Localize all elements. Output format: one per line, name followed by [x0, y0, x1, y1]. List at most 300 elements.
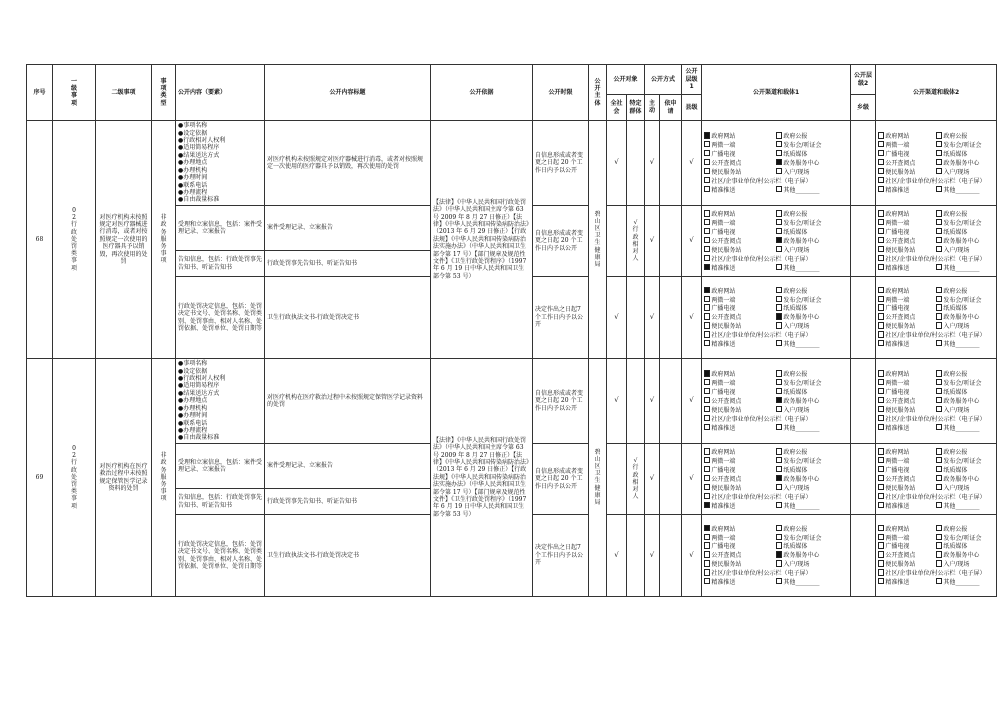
channel-option: 两微一端 [878, 219, 936, 227]
cell-channel2 [876, 359, 997, 444]
channel-option: 精准推送 [704, 502, 776, 510]
row-basis: 【法律】《中华人民共和国行政处罚法》（中华人民共和国主席令第 63 号 2009 年 8 月 27 日修正）【法律】《中华人民共和国传染病防治法》（2013 年 6 月 29 日修正）【行政法规】《中华人民共和国传染病防治法实施办法》（中华人民共和国卫生部令第 17 号）【部门规章及规范性文件】《卫生行政处罚程序》（1997 年 6 月 19 日中华人民共和国卫生部令第 53 号） [431, 121, 533, 359]
checkbox-icon [776, 219, 782, 225]
checkbox-icon [878, 150, 884, 156]
checkbox-icon [776, 287, 782, 293]
other-blank: ________ [955, 578, 980, 586]
cell-channel2 [876, 121, 997, 206]
checkbox-icon [776, 551, 782, 557]
content-item: ●事项名称 [178, 360, 208, 368]
checkbox-icon [878, 322, 884, 328]
cell-township [851, 121, 876, 206]
checkbox-icon [704, 313, 710, 319]
row-content: 告知信息，包括：行政处罚事先告知书、听证告知书 [176, 251, 265, 277]
channel-option: 社区/企事业单位/村公示栏（电子屏） [704, 569, 848, 577]
cell-county: √ [682, 206, 702, 277]
channel-option: 发布会/听证会 [776, 296, 848, 304]
cell-county: √ [682, 515, 702, 597]
channel-option: 政府网站 [704, 525, 776, 533]
channel-option: 入户/现场 [776, 406, 848, 414]
channel-option: 政府公报 [936, 287, 994, 295]
channel-option: 精准推送 [878, 578, 936, 586]
channel-option: 精准推送 [704, 424, 776, 432]
content-item: ●行政相对人权利 [178, 375, 226, 383]
checkbox-icon [878, 551, 884, 557]
channel-option: 其他________ [936, 424, 994, 432]
checkbox-icon [776, 322, 782, 328]
checkbox-icon [936, 424, 942, 430]
channel-option: 便民服务站 [878, 484, 936, 492]
checkbox-icon [878, 304, 884, 310]
channel-option: 政务服务中心 [936, 159, 994, 167]
cell-target-specific [627, 359, 645, 444]
cell-channel1 [702, 359, 851, 444]
checkbox-icon [878, 132, 884, 138]
cell-method-apply [660, 359, 682, 444]
row-l1: 02行政处罚类事项 [53, 121, 96, 359]
channel-option: 政府网站 [878, 210, 936, 218]
channel-option: 其他________ [936, 502, 994, 510]
channel-option: 入户/现场 [776, 484, 848, 492]
channel-option: 公开查阅点 [878, 397, 936, 405]
checkbox-icon [936, 132, 942, 138]
cell-target-specific: √行政相对人 [627, 444, 645, 515]
checkbox-icon [776, 141, 782, 147]
checkbox-icon [704, 397, 710, 403]
channel-option: 政府公报 [776, 287, 848, 295]
checkbox-icon [776, 304, 782, 310]
channel-option: 精准推送 [704, 340, 776, 348]
channel-option: 政府网站 [878, 370, 936, 378]
channel-option: 便民服务站 [704, 406, 776, 414]
cell-method-apply [660, 206, 682, 277]
row-content: 受理和立案信息，包括：案件受理记录、立案报告 [176, 206, 265, 251]
cell-method-apply [660, 121, 682, 206]
checkbox-icon [936, 457, 942, 463]
checkbox-icon [776, 578, 782, 584]
row-content-title: 卫生行政执法文书-行政处罚决定书 [265, 277, 431, 359]
channel-list [878, 448, 994, 510]
content-item: ●办理时间 [178, 412, 208, 420]
channel-option: 便民服务站 [878, 246, 936, 254]
channel-option: 便民服务站 [704, 484, 776, 492]
channel-option: 社区/企事业单位/村公示栏（电子屏） [878, 255, 994, 263]
checkbox-icon [776, 502, 782, 508]
checkbox-icon [776, 457, 782, 463]
checkbox-icon [704, 569, 710, 575]
checkbox-icon [776, 296, 782, 302]
channel-option: 政府网站 [878, 287, 936, 295]
header-target-specific: 特定群体 [627, 95, 645, 121]
channel-option: 精准推送 [878, 186, 936, 194]
channel-option: 广播电视 [704, 542, 776, 550]
cell-channel2 [876, 444, 997, 515]
channel-list [878, 132, 994, 194]
row-time: 决定作出之日起7个工作日内予以公开 [533, 277, 589, 359]
channel-option: 广播电视 [704, 466, 776, 474]
checkbox-icon [878, 287, 884, 293]
checkbox-icon [704, 331, 710, 337]
header-channel1: 公开渠道和载体1 [702, 65, 851, 121]
channel-option: 两微一端 [704, 141, 776, 149]
cell-method-apply [660, 515, 682, 597]
cell-channel2 [876, 515, 997, 597]
cell-county: √ [682, 277, 702, 359]
cell-township [851, 206, 876, 277]
checkbox-icon [704, 388, 710, 394]
channel-option: 社区/企事业单位/村公示栏（电子屏） [704, 331, 848, 339]
content-item: ●事项名称 [178, 122, 208, 130]
checkbox-icon [878, 424, 884, 430]
checkbox-icon [704, 141, 710, 147]
channel-option: 入户/现场 [936, 484, 994, 492]
channel-option: 其他________ [776, 424, 848, 432]
other-blank: ________ [795, 264, 820, 272]
row-content: 告知信息，包括：行政处罚事先告知书、听证告知书 [176, 489, 265, 515]
checkbox-icon [704, 415, 710, 421]
checkbox-icon [704, 493, 710, 499]
channel-option: 精准推送 [704, 264, 776, 272]
channel-option: 便民服务站 [704, 560, 776, 568]
row-content [176, 359, 265, 444]
other-blank: ________ [795, 502, 820, 510]
cell-township [851, 277, 876, 359]
channel-option: 政府网站 [704, 370, 776, 378]
checkbox-icon [878, 141, 884, 147]
channel-option: 政务服务中心 [936, 397, 994, 405]
channel-option: 其他________ [776, 502, 848, 510]
checkbox-icon [776, 313, 782, 319]
content-item: ●设定依据 [178, 367, 208, 375]
channel-list [704, 525, 848, 587]
channel-option: 政府公报 [776, 525, 848, 533]
header-type: 事项类型 [152, 65, 176, 121]
channel-option: 便民服务站 [704, 168, 776, 176]
channel-list [878, 525, 994, 587]
channel-option: 发布会/听证会 [936, 296, 994, 304]
channel-option: 便民服务站 [878, 560, 936, 568]
channel-option: 便民服务站 [704, 322, 776, 330]
cell-channel1 [702, 121, 851, 206]
channel-option: 政务服务中心 [776, 551, 848, 559]
channel-list [704, 132, 848, 194]
channel-option: 入户/现场 [936, 560, 994, 568]
cell-target-specific [627, 121, 645, 206]
channel-option: 入户/现场 [936, 322, 994, 330]
channel-option: 纸质媒体 [776, 150, 848, 158]
checkbox-icon [704, 340, 710, 346]
channel-list [704, 370, 848, 432]
checkbox-icon [776, 466, 782, 472]
channel-option: 发布会/听证会 [936, 219, 994, 227]
cell-target-specific [627, 277, 645, 359]
channel-option: 公开查阅点 [704, 159, 776, 167]
cell-method-apply [660, 277, 682, 359]
channel-option: 两微一端 [878, 141, 936, 149]
content-item: ●结果送达方式 [178, 389, 220, 397]
checkbox-icon [776, 379, 782, 385]
checkbox-icon [878, 255, 884, 261]
checkbox-icon [936, 296, 942, 302]
row-content [176, 121, 265, 206]
channel-option: 两微一端 [878, 534, 936, 542]
checkbox-icon [776, 228, 782, 234]
content-item: ●结果送达方式 [178, 151, 220, 159]
row-content-title: 案件受理记录、立案报告 [265, 444, 431, 489]
channel-option: 纸质媒体 [776, 228, 848, 236]
content-item: ●适用简易程序 [178, 144, 220, 152]
checkbox-icon [704, 159, 710, 165]
channel-option: 广播电视 [704, 304, 776, 312]
channel-option: 入户/现场 [776, 322, 848, 330]
checkbox-icon [878, 246, 884, 252]
table-row [27, 121, 997, 206]
header-method-apply: 依申请 [660, 95, 682, 121]
channel-list [704, 448, 848, 510]
cell-township [851, 515, 876, 597]
channel-option: 政府公报 [936, 370, 994, 378]
channel-option: 政务服务中心 [936, 475, 994, 483]
other-blank: ________ [795, 578, 820, 586]
checkbox-icon [878, 331, 884, 337]
checkbox-icon [878, 388, 884, 394]
channel-option: 政府网站 [704, 132, 776, 140]
channel-option: 公开查阅点 [878, 237, 936, 245]
checkbox-icon [878, 493, 884, 499]
channel-option: 社区/企事业单位/村公示栏（电子屏） [878, 415, 994, 423]
checkbox-icon [878, 542, 884, 548]
content-item: ●办理流程 [178, 426, 208, 434]
checkbox-icon [878, 397, 884, 403]
channel-option: 发布会/听证会 [936, 379, 994, 387]
cell-channel2 [876, 277, 997, 359]
checkbox-icon [936, 322, 942, 328]
channel-option: 精准推送 [878, 264, 936, 272]
checkbox-icon [704, 466, 710, 472]
channel-option: 两微一端 [704, 219, 776, 227]
checkbox-icon [704, 525, 710, 531]
content-item: ●办理机构 [178, 404, 208, 412]
content-item: ●联系电话 [178, 181, 208, 189]
header-seq: 序号 [27, 65, 53, 121]
row-content-title: 行政处罚事先告知书、听证告知书 [265, 489, 431, 515]
checkbox-icon [878, 296, 884, 302]
channel-option: 政府网站 [704, 210, 776, 218]
header-method-active: 主动 [645, 95, 660, 121]
cell-method-active: √ [645, 277, 660, 359]
channel-option: 纸质媒体 [936, 542, 994, 550]
disclosure-table [26, 64, 997, 597]
checkbox-icon [936, 475, 942, 481]
channel-list [878, 287, 994, 349]
checkbox-icon [936, 379, 942, 385]
checkbox-icon [776, 448, 782, 454]
channel-option: 发布会/听证会 [776, 219, 848, 227]
channel-option: 公开查阅点 [878, 313, 936, 321]
checkbox-icon [878, 484, 884, 490]
channel-option: 政务服务中心 [776, 237, 848, 245]
cell-channel1 [702, 444, 851, 515]
channel-option: 社区/企事业单位/村公示栏（电子屏） [704, 493, 848, 501]
checkbox-icon [704, 237, 710, 243]
checkbox-icon [704, 484, 710, 490]
checkbox-icon [776, 484, 782, 490]
header-subject: 公开主体 [589, 65, 607, 121]
cell-target-all [607, 444, 627, 515]
channel-option: 发布会/听证会 [776, 534, 848, 542]
checkbox-icon [936, 150, 942, 156]
checkbox-icon [704, 150, 710, 156]
channel-option: 广播电视 [878, 228, 936, 236]
row-l2: 对医疗机构未按照规定对医疗器械进行消毒，或者对按照规定一次使用的医疗器具予以销毁，再次使用的处罚 [96, 121, 152, 359]
checkbox-icon [776, 132, 782, 138]
checkbox-icon [878, 502, 884, 508]
content-item: ●办理地点 [178, 397, 208, 405]
checkbox-icon [878, 560, 884, 566]
checkbox-icon [704, 551, 710, 557]
cell-channel2 [876, 206, 997, 277]
channel-option: 公开查阅点 [704, 313, 776, 321]
header-basis: 公开依据 [431, 65, 533, 121]
channel-option: 广播电视 [878, 150, 936, 158]
checkbox-icon [704, 542, 710, 548]
row-content: 行政处罚决定信息，包括：处罚决定书文号、处罚名称、处罚类别、处罚事由、相对人名称、处罚依据、处罚单位、处罚日期等 [176, 277, 265, 359]
checkbox-icon [878, 534, 884, 540]
checkbox-icon [936, 578, 942, 584]
channel-option: 公开查阅点 [878, 551, 936, 559]
checkbox-icon [776, 424, 782, 430]
channel-option: 广播电视 [878, 542, 936, 550]
channel-option: 纸质媒体 [936, 150, 994, 158]
checkbox-icon [776, 237, 782, 243]
channel-list [878, 210, 994, 272]
checkbox-icon [878, 210, 884, 216]
channel-option: 政务服务中心 [776, 475, 848, 483]
row-time: 自信息形成或者变更之日起 20 个工作日内予以公开 [533, 444, 589, 515]
channel-option: 广播电视 [704, 150, 776, 158]
channel-option: 政府公报 [936, 448, 994, 456]
channel-option: 纸质媒体 [936, 466, 994, 474]
checkbox-icon [936, 219, 942, 225]
checkbox-icon [704, 264, 710, 270]
cell-county: √ [682, 359, 702, 444]
header-l2: 二级事项 [96, 65, 152, 121]
checkbox-icon [776, 406, 782, 412]
channel-option: 广播电视 [704, 228, 776, 236]
checkbox-icon [776, 370, 782, 376]
cell-target-specific [627, 515, 645, 597]
other-blank: ________ [955, 502, 980, 510]
checkbox-icon [776, 388, 782, 394]
channel-option: 纸质媒体 [776, 304, 848, 312]
cell-channel1 [702, 515, 851, 597]
channel-option: 广播电视 [704, 388, 776, 396]
channel-option: 政府网站 [878, 525, 936, 533]
checkbox-icon [936, 560, 942, 566]
checkbox-icon [936, 370, 942, 376]
checkbox-icon [936, 141, 942, 147]
checkbox-icon [776, 168, 782, 174]
checkbox-icon [704, 177, 710, 183]
checkbox-icon [704, 448, 710, 454]
checkbox-icon [878, 466, 884, 472]
channel-option: 政府网站 [878, 132, 936, 140]
channel-option: 政府网站 [704, 448, 776, 456]
header-l1: 一级事项 [53, 65, 96, 121]
channel-option: 其他________ [936, 264, 994, 272]
row-type: 非政务服务事项 [152, 121, 176, 359]
header-method: 公开方式 [645, 65, 682, 95]
channel-option: 发布会/听证会 [776, 141, 848, 149]
checkbox-icon [878, 228, 884, 234]
channel-option: 精准推送 [878, 340, 936, 348]
checkbox-icon [936, 313, 942, 319]
cell-target-all: √ [607, 121, 627, 206]
channel-option: 社区/企事业单位/村公示栏（电子屏） [878, 569, 994, 577]
checkbox-icon [704, 502, 710, 508]
checkbox-icon [936, 246, 942, 252]
checkbox-icon [936, 168, 942, 174]
checkbox-icon [704, 219, 710, 225]
channel-option: 纸质媒体 [776, 542, 848, 550]
channel-option: 政府公报 [776, 448, 848, 456]
checkbox-icon [936, 551, 942, 557]
checkbox-icon [936, 466, 942, 472]
checkbox-icon [704, 457, 710, 463]
channel-list [704, 210, 848, 272]
content-item: ●自由裁量标准 [178, 196, 220, 204]
cell-target-all: √ [607, 277, 627, 359]
checkbox-icon [704, 168, 710, 174]
header-target: 公开对象 [607, 65, 645, 95]
channel-option: 政务服务中心 [776, 159, 848, 167]
cell-target-specific: √行政相对人 [627, 206, 645, 277]
channel-option: 社区/企事业单位/村公示栏（电子屏） [704, 255, 848, 263]
checkbox-icon [878, 219, 884, 225]
checkbox-icon [936, 237, 942, 243]
other-blank: ________ [955, 264, 980, 272]
checkbox-icon [704, 132, 710, 138]
other-blank: ________ [795, 186, 820, 194]
checkbox-icon [776, 210, 782, 216]
checkbox-icon [704, 255, 710, 261]
checkbox-icon [936, 159, 942, 165]
channel-option: 政务服务中心 [776, 397, 848, 405]
checkbox-icon [936, 406, 942, 412]
row-content-title: 案件受理记录、立案报告 [265, 206, 431, 251]
checkbox-icon [704, 534, 710, 540]
content-item: ●适用简易程序 [178, 382, 220, 390]
cell-target-all: √ [607, 359, 627, 444]
checkbox-icon [776, 159, 782, 165]
channel-option: 社区/企事业单位/村公示栏（电子屏） [704, 415, 848, 423]
cell-method-active: √ [645, 515, 660, 597]
cell-county: √ [682, 121, 702, 206]
row-content-title: 对医疗机构在医疗救治过程中未按照规定保管医学记录资料的处罚 [265, 359, 431, 444]
row-seq: 69 [27, 359, 53, 597]
header-channel2: 公开渠道和载体2 [876, 65, 997, 121]
channel-option: 公开查阅点 [878, 159, 936, 167]
checkbox-icon [878, 578, 884, 584]
checkbox-icon [936, 484, 942, 490]
row-content-title: 行政处罚事先告知书、听证告知书 [265, 251, 431, 277]
channel-option: 政府公报 [936, 525, 994, 533]
channel-option: 广播电视 [878, 466, 936, 474]
other-blank: ________ [795, 340, 820, 348]
row-time: 自信息形成或者变更之日起 20 个工作日内予以公开 [533, 206, 589, 277]
channel-option: 其他________ [776, 578, 848, 586]
checkbox-icon [936, 340, 942, 346]
